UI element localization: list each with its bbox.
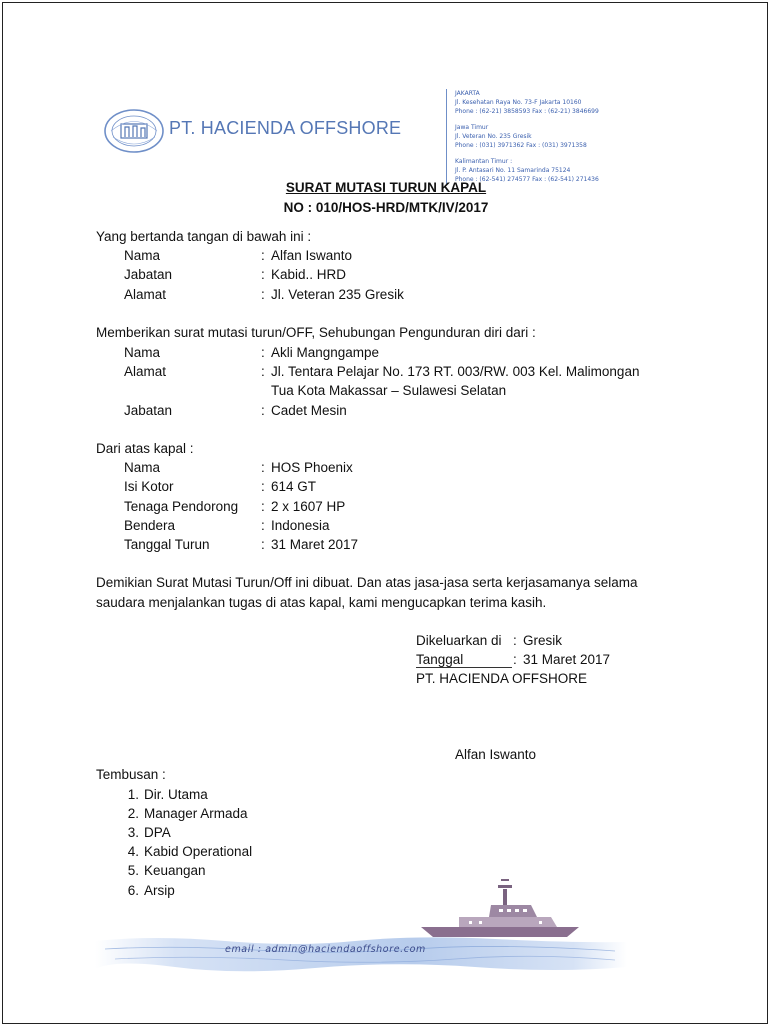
list-item-number: 1. [127,787,139,802]
list-item-number: 5. [127,863,139,878]
list-item-number: 6. [127,883,139,898]
closing-line2: saudara menjalankan tugas di atas kapal, kami mengucapkan terima kasih. [96,595,547,610]
subject-intro: Memberikan surat mutasi turun/OFF, Sehubungan Pengunduran diri dari : [96,325,536,340]
subject-address-line1: Jl. Tentara Pelajar No. 173 RT. 003/RW. 003 Kel. Malimongan [271,364,640,379]
signatory-name: Alfan Iswanto [455,747,537,762]
list-item-number: 2. [127,806,139,821]
office-address: Jl. P. Antasari No. 11 Samarinda 75124 [455,167,571,174]
cc-title: Tembusan : [96,767,166,782]
list-item-number: 3. [127,825,139,840]
footer-email: email : admin@haciendaoffshore.com [225,944,426,955]
office-phone: Phone : (62-541) 274577 Fax : (62-541) 271436 [455,176,599,183]
subject-position: Cadet Mesin [271,403,347,418]
list-item-number: 4. [127,844,139,859]
colon: : [261,518,265,533]
colon: : [261,499,265,514]
signer-address-label: Alamat [124,287,167,302]
list-item: Keuangan [144,863,206,878]
issue-date-label: Tanggal [416,652,512,668]
ship-intro: Dari atas kapal : [96,441,194,456]
office-region: Kalimantan Timur : [455,158,513,165]
signer-name: Alfan Iswanto [271,248,353,263]
colon: : [261,403,265,418]
subject-name-label: Nama [124,345,161,360]
colon: : [261,479,265,494]
colon: : [261,287,265,302]
ship-power: 2 x 1607 HP [271,499,346,514]
colon: : [513,652,517,667]
issue-date: 31 Maret 2017 [523,652,611,667]
colon: : [261,267,265,282]
closing-line1: Demikian Surat Mutasi Turun/Off ini dibuat. Dan atas jasa-jasa serta kerjasamanya selama [96,575,638,590]
list-item: Kabid Operational [144,844,253,859]
issue-place-label: Dikeluarkan di [416,633,502,648]
signer-name-label: Nama [124,248,161,263]
ship-flag: Indonesia [271,518,330,533]
subject-position-label: Jabatan [124,403,173,418]
issue-company: PT. HACIENDA OFFSHORE [416,671,588,686]
list-item: Arsip [144,883,175,898]
office-region: JAKARTA [455,90,480,97]
office-addresses [446,89,655,184]
ship-off-date: 31 Maret 2017 [271,537,359,552]
colon: : [261,345,265,360]
office-address: Jl. Kesehatan Raya No. 73-F Jakarta 10160 [455,99,582,106]
letter-number: NO : 010/HOS-HRD/MTK/IV/2017 [283,200,489,215]
ship-gross-label: Isi Kotor [124,479,174,494]
subject-address-line2: Tua Kota Makassar – Sulawesi Selatan [271,383,507,398]
ship-power-label: Tenaga Pendorong [124,499,239,514]
letter-title-text: SURAT MUTASI TURUN KAPAL [285,180,487,195]
ship-off-date-label: Tanggal Turun [124,537,210,552]
letter-title [3,180,769,195]
subject-address-label: Alamat [124,364,167,379]
signer-address: Jl. Veteran 235 Gresik [271,287,404,302]
list-item: DPA [144,825,171,840]
office-region: Jawa Timur [455,124,489,131]
ship-name: HOS Phoenix [271,460,353,475]
list-item: Manager Armada [144,806,248,821]
ship-icon [419,875,587,943]
ship-gross: 614 GT [271,479,317,494]
colon: : [261,460,265,475]
issue-place: Gresik [523,633,563,648]
company-emblem-icon [103,107,165,155]
ship-flag-label: Bendera [124,518,176,533]
signer-position-label: Jabatan [124,267,173,282]
colon: : [261,364,265,379]
colon: : [261,537,265,552]
office-address: Jl. Veteran No. 235 Gresik [455,133,532,140]
colon: : [261,248,265,263]
colon: : [513,633,517,648]
office-phone: Phone : (031) 3971362 Fax : (031) 3971358 [455,142,587,149]
company-name: PT. HACIENDA OFFSHORE [169,118,402,138]
signer-position: Kabid.. HRD [271,267,347,282]
list-item: Dir. Utama [144,787,208,802]
office-phone: Phone : (62-21) 3858593 Fax : (62-21) 3846699 [455,108,599,115]
ship-name-label: Nama [124,460,161,475]
subject-name: Akli Mangngampe [271,345,380,360]
letter-page [2,2,768,1024]
signer-intro: Yang bertanda tangan di bawah ini : [96,229,312,244]
